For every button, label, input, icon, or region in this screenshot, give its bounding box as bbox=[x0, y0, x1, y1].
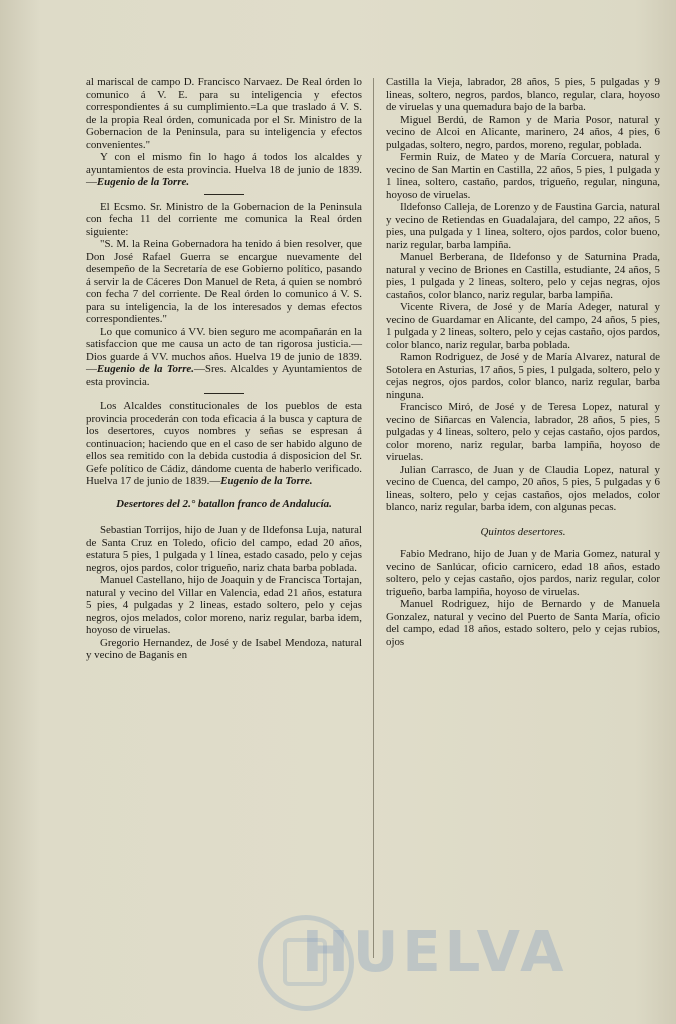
paragraph: al mariscal de campo D. Francisco Narvaez. De Real órden lo comunico á V. E. para su inteligencia y efectos correspondientes á su cumplimiento.=La que traslado á V. S. de la propia Real órden, comunicada por el Sr. Ministro de la Gobernacion de la Peninsula, para su inteligencia y efectos convenientes." bbox=[86, 76, 362, 151]
watermark: HUELVA bbox=[302, 920, 568, 985]
paragraph: Gregorio Hernandez, de José y de Isabel Mendoza, natural y vecino de Baganis en bbox=[86, 636, 362, 661]
divider-rule bbox=[204, 194, 244, 195]
paragraph: Vicente Rivera, de José y de María Adeger, natural y vecino de Guardamar en Alicante, del campo, 24 años, 5 pies, 1 pulgada y 2 lineas, soltero, pelo y cejas castaño, ojos pardos, color blanco, nariz regular, barba poblada. bbox=[386, 301, 660, 351]
signature: Eugenio de la Torre. bbox=[96, 363, 194, 375]
paragraph: Julian Carrasco, de Juan y de Claudia Lopez, natural y vecino de Cuenca, del campo, 20 años, 5 pies, 5 pulgadas y 6 lineas, soltero, pelo y cejas castaños, ojos melados, color blanco, nariz regular, barba idem, con algunas pecas. bbox=[386, 463, 660, 513]
section-title: Quintos desertores. bbox=[480, 525, 566, 538]
paragraph: Miguel Berdú, de Ramon y de Maria Posor, natural y vecino de Alcoi en Alicante, marinero, 24 años, 4 pies, 6 pulgadas, soltero, negro, pardos, moreno, regular, poblada. bbox=[386, 113, 660, 151]
paragraph bbox=[86, 151, 362, 189]
paragraph: El Ecsmo. Sr. Ministro de la Gobernacion de la Peninsula con fecha 11 del corriente me comunica la Real órden siguiente: bbox=[86, 200, 362, 238]
paragraph-tail: —Sres. Alcaldes y Ayuntamientos de esta provincia. bbox=[86, 363, 362, 388]
divider-rule bbox=[204, 393, 244, 394]
paragraph: Manuel Berberana, de Ildefonso y de Saturnina Prada, natural y vecino de Briones en Castilla, estudiante, 24 años, 5 pies, 1 pulgada y 2 lineas, soltero, pelo y cejas negras, ojos castaños, color blanco, nariz regular, barba lampiña. bbox=[386, 251, 660, 301]
paragraph-text: Y con el mismo fin lo hago á todos los alcaldes y ayuntamientos de esta provincia. Huelva 18 de junio de 1839.— bbox=[86, 151, 362, 188]
paragraph bbox=[86, 326, 362, 389]
left-column bbox=[86, 76, 362, 662]
section-title: Desertores del 2.° batallon franco de Andalucía. bbox=[116, 497, 332, 510]
right-column bbox=[386, 76, 660, 648]
paragraph-text: Los Alcaldes constitucionales de los pueblos de esta provincia procederán con toda eficacia á la busca y captura de los desertores, cuyos nombres y señas se espresan á continuacion; haciendo que en el caso de ser habido alguno de ellos sea remitido con la debida custodia á disposicion del Sr. Gefe político de Cádiz, dándome cuenta de haberlo verificado. Huelva 17 de junio de 1839.— bbox=[86, 400, 362, 487]
paragraph: Fermin Ruiz, de Mateo y de María Corcuera, natural y vecino de San Martin en Castilla, 22 años, 5 pies, 1 pulgada y 1 linea, soltero, castaño, pardos, trigueño, regular, ninguna, hoyoso de viruelas. bbox=[386, 151, 660, 201]
paragraph: Francisco Miró, de José y de Teresa Lopez, natural y vecino de Siñarcas en Valencia, labrador, 28 años, 5 pies, 5 pulgadas y 4 lineas, soltero, pelo y cejas castaño, ojos pardos, color moreno, nariz regular, barba lampiña, hoyoso de viruelas. bbox=[386, 401, 660, 463]
paragraph: Ramon Rodriguez, de José y de María Alvarez, natural de Sotolera en Asturias, 17 años, 5 pies, 1 pulgada, soltero, pelo y cejas negros, ojos pardos, color blanco, nariz regular, barba ninguna. bbox=[386, 351, 660, 401]
paragraph: Castilla la Vieja, labrador, 28 años, 5 pies, 5 pulgadas y 9 lineas, soltero, negros, pardos, blanco, regular, clara, hoyoso de viruelas y una quemadura bajo de la barba. bbox=[386, 76, 660, 113]
signature: Eugenio de la Torre. bbox=[220, 475, 313, 487]
column-divider bbox=[373, 78, 374, 958]
paragraph: Manuel Rodriguez, hijo de Bernardo y de Manuela Gonzalez, natural y vecino del Puerto de Santa María, oficio del campo, edad 18 años, estado soltero, pelo y cejas rubios, ojos bbox=[386, 598, 660, 648]
paragraph bbox=[86, 400, 362, 488]
paragraph: Manuel Castellano, hijo de Joaquin y de Francisca Tortajan, natural y vecino del Villar en Valencia, edad 21 años, estatura 5 pies, 4 pulgadas y 2 lineas, estado soltero, pelo y cejas negros, ojos melados, color moreno, nariz regular, barba idem, hoyoso de viruelas. bbox=[86, 574, 362, 636]
paragraph: "S. M. la Reina Gobernadora ha tenido á bien resolver, que Don José Rafael Guerra se encargue nuevamente del desempeño de la Secretaría de ese Gobierno político, pasando á servir la de Cáceres Don Manuel de Reta, á quien se nombró con fecha 7 del corriente. De Real órden lo comunico á V. S. para su inteligencia, la de los interesados y demas efectos correspondientes." bbox=[86, 238, 362, 325]
paragraph: Sebastian Torrijos, hijo de Juan y de Ildefonsa Luja, natural de Santa Cruz en Toledo, oficio del campo, edad 20 años, estatura 5 pies, 1 pulgada y 1 línea, estado casado, pelo y cejas negros, ojos pardos, color trigueño, nariz chata barba poblada. bbox=[86, 524, 362, 574]
signature: Eugenio de la Torre. bbox=[96, 176, 190, 188]
paragraph: Ildefonso Calleja, de Lorenzo y de Faustina Garcia, natural y vecino de Retiendas en Guadalajara, del campo, 22 años, 5 pies, una pulgada y 1 linea, soltero, ojos pardos, color bueno, nariz regular, barba lampiña. bbox=[386, 201, 660, 251]
paragraph-text: Lo que comunico á VV. bien seguro me acompañarán en la satisfaccion que me causa un acto de tan rigorosa justicia.—Dios guarde á VV. muchos años. Huelva 19 de junio de 1839.— bbox=[86, 325, 362, 375]
paragraph: Fabio Medrano, hijo de Juan y de Maria Gomez, natural y vecino de Sanlúcar, oficio carnicero, edad 18 años, estado soltero, pelo y cejas castaño, ojos pardos, nariz regular, color trigueño, barba lampiña, hoyoso de viruelas. bbox=[386, 548, 660, 598]
